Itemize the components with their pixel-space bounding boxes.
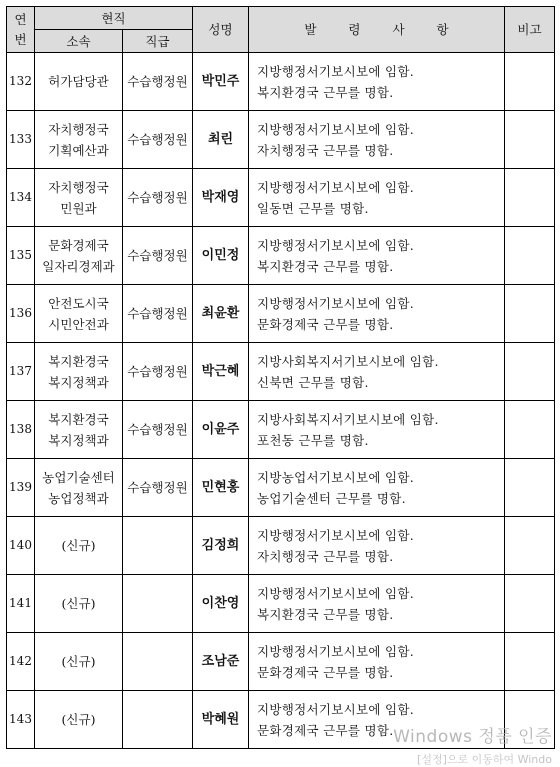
order-cell xyxy=(249,459,505,517)
order-line-1: 지방행정서기보시보에 임함. xyxy=(257,121,415,137)
serial-number-cell: 136 xyxy=(7,285,35,343)
order-cell xyxy=(249,169,505,227)
appointment-table xyxy=(6,6,555,749)
department-line: 복지정책과 xyxy=(48,432,109,448)
order-line-1: 지방행정서기보시보에 임함. xyxy=(257,179,415,195)
name-cell: 조남준 xyxy=(193,633,249,691)
department-line: 허가담당관 xyxy=(48,74,109,89)
rank-cell: 수습행정원 xyxy=(123,401,193,459)
name-cell: 박근혜 xyxy=(193,343,249,401)
order-line-2: 농업기술센터 근무를 명함. xyxy=(257,490,406,506)
note-cell xyxy=(505,575,555,633)
header-order-label: 발 령 사 항 xyxy=(304,22,463,37)
order-cell xyxy=(249,227,505,285)
department-cell xyxy=(35,285,123,343)
serial-number-cell: 134 xyxy=(7,169,35,227)
department-line: 시민안전과 xyxy=(48,316,109,332)
serial-number-cell: 142 xyxy=(7,633,35,691)
department-cell xyxy=(35,53,123,111)
serial-number-cell: 138 xyxy=(7,401,35,459)
table-row xyxy=(7,459,555,517)
table-row xyxy=(7,401,555,459)
department-line: 농업정책과 xyxy=(48,490,109,506)
department-cell xyxy=(35,691,123,749)
header-serial-top: 연 xyxy=(14,11,27,27)
note-cell xyxy=(505,517,555,575)
department-line: 자치행정국 xyxy=(48,121,109,137)
order-cell xyxy=(249,53,505,111)
note-cell xyxy=(505,169,555,227)
department-line: (신규) xyxy=(61,538,96,553)
rank-cell xyxy=(123,691,193,749)
order-line-2: 문화경제국 근무를 명함. xyxy=(257,722,394,738)
department-line: 민원과 xyxy=(60,200,97,216)
table-row xyxy=(7,633,555,691)
department-cell xyxy=(35,459,123,517)
department-cell xyxy=(35,227,123,285)
department-line: 안전도시국 xyxy=(48,295,109,311)
rank-cell: 수습행정원 xyxy=(123,53,193,111)
serial-number-cell: 132 xyxy=(7,53,35,111)
department-line: 자치행정국 xyxy=(48,179,109,195)
order-line-2: 자치행정국 근무를 명함. xyxy=(257,548,394,564)
department-cell xyxy=(35,169,123,227)
header-department: 소속 xyxy=(35,30,123,53)
table-body xyxy=(7,53,555,749)
header-order xyxy=(249,7,505,53)
table-row xyxy=(7,53,555,111)
order-line-2: 문화경제국 근무를 명함. xyxy=(257,316,394,332)
header-note: 비고 xyxy=(505,7,555,53)
name-cell: 이윤주 xyxy=(193,401,249,459)
order-cell xyxy=(249,111,505,169)
note-cell xyxy=(505,111,555,169)
order-line-1: 지방행정서기보시보에 임함. xyxy=(257,63,415,79)
order-cell xyxy=(249,343,505,401)
windows-activation-watermark: Windows 정품 인증 xyxy=(393,727,552,747)
rank-cell xyxy=(123,633,193,691)
order-line-1: 지방행정서기보시보에 임함. xyxy=(257,527,415,543)
rank-cell: 수습행정원 xyxy=(123,285,193,343)
table-row xyxy=(7,111,555,169)
order-line-1: 지방행정서기보시보에 임함. xyxy=(257,295,415,311)
header-name: 성명 xyxy=(193,7,249,53)
department-line: 문화경제국 xyxy=(48,237,109,253)
department-line: 복지정책과 xyxy=(48,374,109,390)
order-cell xyxy=(249,575,505,633)
order-cell xyxy=(249,633,505,691)
order-line-1: 지방행정서기보시보에 임함. xyxy=(257,237,415,253)
name-cell: 최윤환 xyxy=(193,285,249,343)
department-cell xyxy=(35,633,123,691)
order-line-1: 지방행정서기보시보에 임함. xyxy=(257,643,415,659)
department-cell xyxy=(35,111,123,169)
name-cell: 김정희 xyxy=(193,517,249,575)
serial-number-cell: 137 xyxy=(7,343,35,401)
order-line-2: 포천동 근무를 명함. xyxy=(257,432,369,448)
department-line: (신규) xyxy=(61,654,96,669)
order-line-1: 지방행정서기보시보에 임함. xyxy=(257,585,415,601)
table-row xyxy=(7,517,555,575)
serial-number-cell: 135 xyxy=(7,227,35,285)
order-line-2: 일동면 근무를 명함. xyxy=(257,200,369,216)
header-current-position: 현직 xyxy=(35,7,193,30)
name-cell: 이찬영 xyxy=(193,575,249,633)
rank-cell xyxy=(123,575,193,633)
order-cell xyxy=(249,517,505,575)
note-cell xyxy=(505,459,555,517)
table-row xyxy=(7,285,555,343)
serial-number-cell: 140 xyxy=(7,517,35,575)
order-line-2: 자치행정국 근무를 명함. xyxy=(257,142,394,158)
note-cell xyxy=(505,53,555,111)
header-serial-bottom: 번 xyxy=(14,31,27,47)
department-line: 일자리경제과 xyxy=(42,258,115,274)
department-line: 기획예산과 xyxy=(48,142,109,158)
note-cell xyxy=(505,227,555,285)
order-line-2: 신북면 근무를 명함. xyxy=(257,374,369,390)
rank-cell: 수습행정원 xyxy=(123,459,193,517)
department-line: 복지환경국 xyxy=(48,411,109,427)
note-cell xyxy=(505,401,555,459)
table-row xyxy=(7,343,555,401)
name-cell: 박민주 xyxy=(193,53,249,111)
note-cell xyxy=(505,285,555,343)
table-row xyxy=(7,575,555,633)
note-cell xyxy=(505,343,555,401)
order-line-1: 지방행정서기보시보에 임함. xyxy=(257,701,415,717)
department-cell xyxy=(35,401,123,459)
header-rank: 직급 xyxy=(123,30,193,53)
department-cell xyxy=(35,575,123,633)
rank-cell: 수습행정원 xyxy=(123,169,193,227)
department-line: (신규) xyxy=(61,596,96,611)
table-row xyxy=(7,227,555,285)
serial-number-cell: 143 xyxy=(7,691,35,749)
order-line-2: 복지환경국 근무를 명함. xyxy=(257,606,394,622)
serial-number-cell: 133 xyxy=(7,111,35,169)
order-line-2: 복지환경국 근무를 명함. xyxy=(257,258,394,274)
name-cell: 민현홍 xyxy=(193,459,249,517)
department-line: 복지환경국 xyxy=(48,353,109,369)
table-header xyxy=(7,7,555,53)
order-cell xyxy=(249,401,505,459)
department-cell xyxy=(35,517,123,575)
serial-number-cell: 139 xyxy=(7,459,35,517)
table-row xyxy=(7,169,555,227)
rank-cell: 수습행정원 xyxy=(123,111,193,169)
order-line-1: 지방농업서기보시보에 임함. xyxy=(257,469,415,485)
rank-cell xyxy=(123,517,193,575)
department-cell xyxy=(35,343,123,401)
serial-number-cell: 141 xyxy=(7,575,35,633)
order-line-1: 지방사회복지서기보시보에 임함. xyxy=(257,353,439,369)
name-cell: 박혜원 xyxy=(193,691,249,749)
name-cell: 박재영 xyxy=(193,169,249,227)
order-line-2: 문화경제국 근무를 명함. xyxy=(257,664,394,680)
department-line: 농업기술센터 xyxy=(42,469,115,485)
note-cell xyxy=(505,633,555,691)
department-line: (신규) xyxy=(61,712,96,727)
windows-activation-watermark-sub: [설정]으로 이동하여 Windo xyxy=(417,753,552,766)
header-serial-number xyxy=(7,7,35,53)
order-cell xyxy=(249,285,505,343)
order-line-1: 지방사회복지서기보시보에 임함. xyxy=(257,411,439,427)
rank-cell: 수습행정원 xyxy=(123,343,193,401)
rank-cell: 수습행정원 xyxy=(123,227,193,285)
order-line-2: 복지환경국 근무를 명함. xyxy=(257,84,394,100)
name-cell: 최린 xyxy=(193,111,249,169)
name-cell: 이민정 xyxy=(193,227,249,285)
